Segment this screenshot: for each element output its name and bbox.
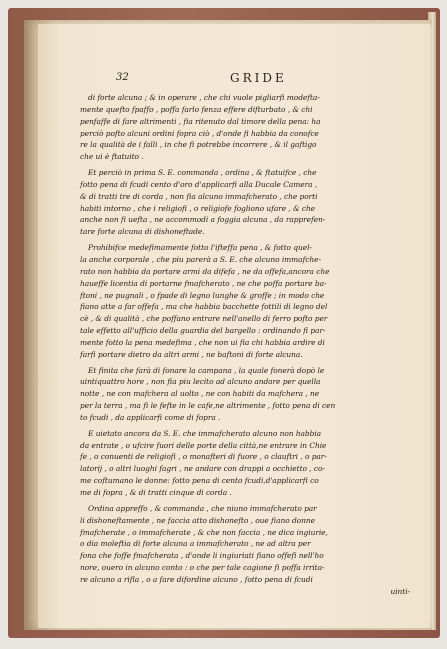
page-text <box>80 71 410 596</box>
page-header <box>80 72 410 88</box>
text-line: tare forte alcuna di dishoneftade. <box>80 227 205 237</box>
text-line: me coftumano le donne: fotto pena di cento fcudi,d'applicarfi co <box>80 476 319 486</box>
catchword: uinti- <box>390 586 410 596</box>
paragraph <box>80 365 410 424</box>
text-line: farfi portare dietro da altri armi , ne baftoni di forte alcuna. <box>80 349 303 359</box>
text-line: mente quefto fpaffo , poffa farlo fenza effere difturbato , & chi <box>80 104 313 114</box>
text-line: notte , ne con mafchera al uolto , ne con habiti da mafchera , ne <box>80 389 320 399</box>
text-line: penfaffe di fare altrimenti , fia ritenuto dal timore della pena: ha <box>80 116 321 126</box>
text-line: rato non habbia da portare armi da difefa , ne da offefa,ancora che <box>80 266 330 276</box>
text-line: E uietato ancora da S. E. che immafcherato alcuno non habbia <box>88 428 322 438</box>
text-line: o dia moleftia di forte alcuna a immafcherato , ne ad altra per <box>80 539 311 549</box>
text-line: Prohibifce medefimamente fotto l'ifteffa pena , & fotto quel- <box>88 243 312 253</box>
text-line: re alcuno a rifla , o a fare difordine alcuno , fotto pena di fcudi <box>80 574 313 584</box>
text-line: la anche corporale , che piu parerà a S. E. che alcuno immafche- <box>80 254 321 264</box>
text-line: Ordina appreffo , & commanda , che niuno immafcherato par <box>88 503 317 513</box>
text-line: fe , o conuenti de religiofi , o monafteri di fuore , o clauftri , o par- <box>80 452 327 462</box>
text-line: to fcudi , da applicarfi come di fopra . <box>80 412 221 422</box>
text-line: ftoni , ne pugnali , o fpade di legno lunghe & groffe ; in modo che <box>80 290 325 300</box>
text-line: haueffe licentia di portarne fmafcherato , ne che poffa portare ba- <box>80 278 327 288</box>
paragraph <box>80 167 410 238</box>
text-line: latorij , o altri luoghi fagri , ne andare con drappi a occhietto , co- <box>80 464 325 474</box>
text-line: habiti intorno , che i religiofi , o religiofe fogliono ufare , & che <box>80 203 316 213</box>
text-line: fotto pena di fcudi cento d'oro d'applicarfi alla Ducale Camera , <box>80 179 318 189</box>
page-number: 32 <box>116 72 129 83</box>
running-title: GRIDE <box>230 71 287 85</box>
text-line: da entrate , o ufcire fuori delle porte della città,ne entrare in Chie <box>80 440 327 450</box>
body-paragraphs <box>80 92 410 596</box>
paragraph <box>80 242 410 360</box>
text-line: & di tratti tre di corda , non fia alcuno immafcherato , che porti <box>80 191 318 201</box>
text-line: tale effetto all'ufficio della guardia del bargello : ordinando fi par- <box>80 326 326 336</box>
text-line: Et finita che farà di fonare la campana , la quale fonerà dopò le <box>88 365 325 375</box>
paragraph <box>80 92 410 163</box>
paragraph <box>80 503 410 586</box>
text-line: Et perciò in prima S. E. commanda , ordina , & ftatuifce , che <box>88 168 317 178</box>
paragraph <box>80 428 410 499</box>
text-line: anche non fi uefta , ne accommodi a foggia alcuna , da rapprefen- <box>80 215 326 225</box>
text-line: di forte alcuna ; & in operare , che chi vuole pigliarfi modefta- <box>88 93 320 102</box>
text-line: fiano atte a far offefa , ma che habbia bacchette fottili di legno del <box>80 302 328 312</box>
text-line: cè , & di qualità , che poffano entrare nell'anello di ferro pofto per <box>80 314 328 324</box>
text-line: fmafcherate , o immafcherate , & che non faccia , ne dica ingiurie, <box>80 527 328 537</box>
text-line: re la qualità de i falli , in che fi potrebbe incorrere , & il gaftigo <box>80 140 317 150</box>
text-line: che ui è ftatuito . <box>80 152 144 162</box>
text-line: per la terra , ma fi le fefte in le cafe,ne altrimente , fotto pena di cen <box>80 401 336 411</box>
text-line: perciò pofto alcuni ordini fopra ciò , d'onde fi habbia da conofce <box>80 128 319 138</box>
text-line: fona che foffe fmafcherata , d'onde li ingiuriati fiano offefi nell'ho <box>80 551 324 561</box>
text-line: mente fotto la pena medefima , che non ui fia chi habbia ardire di <box>80 337 325 347</box>
text-line: nore, ouero in alcuno conto : o che per tale cagione fi poffa irrita- <box>80 563 325 573</box>
text-line: li dishoneftamente , ne faccia atto dishonefto , oue fiano donne <box>80 515 315 525</box>
text-line: me di fopra , & di tratti cinque di corda . <box>80 488 232 497</box>
text-line: uintiquattro hore , non fia piu lecito ad alcuno andare per quella <box>80 377 321 387</box>
